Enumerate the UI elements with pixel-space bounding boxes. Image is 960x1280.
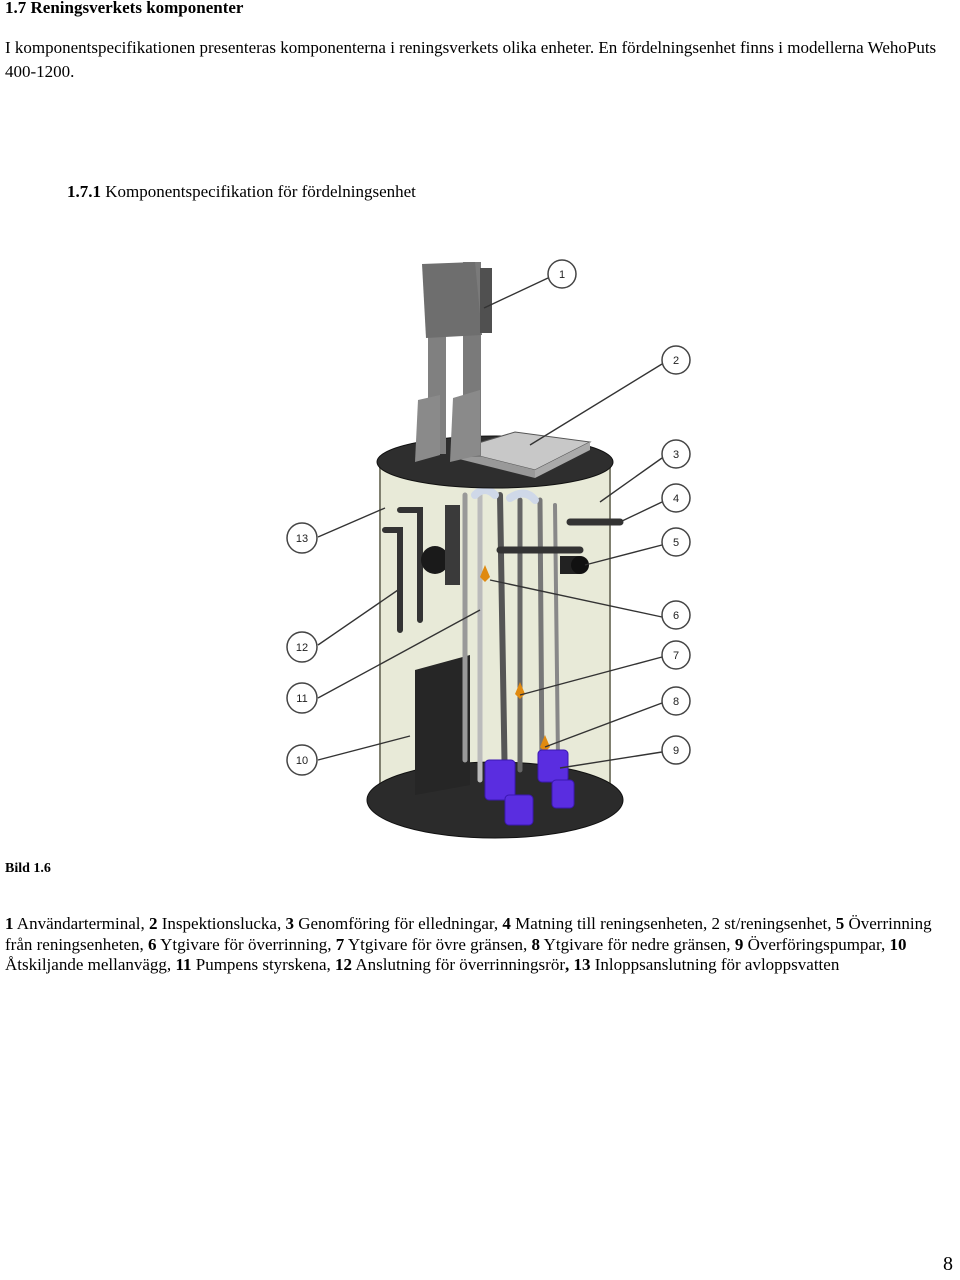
legend-number: 7 xyxy=(335,934,345,954)
legend-number: 9 xyxy=(734,934,744,954)
callout-label-3: 3 xyxy=(672,449,680,461)
callout-label-13: 13 xyxy=(295,533,309,545)
legend-number: 1 xyxy=(5,914,14,933)
subsection-title: Komponentspecifikation för fördelningsenhet xyxy=(105,182,416,201)
legend-label: Användarterminal, xyxy=(13,914,149,933)
legend-label: Ytgivare för överrinning, xyxy=(156,934,336,954)
legend-label: Inspektionslucka, xyxy=(157,914,286,933)
inlet-connection xyxy=(421,546,449,574)
legend-number: 8 xyxy=(531,934,541,954)
callout-label-6: 6 xyxy=(672,610,680,622)
figure-caption-title: Bild 1.6 xyxy=(5,861,51,876)
subsection-heading xyxy=(67,182,416,202)
legend-label: Åtskiljande mellanvägg, xyxy=(5,955,176,974)
distribution-unit-figure xyxy=(270,240,720,850)
legend-label: Anslutning för överrinningsrör xyxy=(352,955,565,974)
legend-number: 11 xyxy=(175,955,192,974)
legend-number: 6 xyxy=(148,934,157,954)
callout-label-1: 1 xyxy=(558,269,566,281)
legend-label: Matning till reningsenheten, 2 st/reningsenhet, xyxy=(510,914,836,933)
intro-paragraph: I komponentspecifikationen presenteras komponenterna i reningsverkets olika enheter. En fördelningsenhet finns i modellerna WehoPuts 400-1200. xyxy=(5,38,937,81)
legend-number: 4 xyxy=(502,914,511,933)
legend-number: 5 xyxy=(835,914,845,933)
legend-label: Genomföring för elledningar, xyxy=(293,914,503,933)
callout-label-4: 4 xyxy=(672,493,680,505)
callout-label-9: 9 xyxy=(672,745,680,757)
legend-number: 3 xyxy=(285,914,294,933)
callout-label-2: 2 xyxy=(672,355,680,367)
subsection-number: 1.7.1 xyxy=(67,182,101,201)
figure-legend xyxy=(5,914,960,976)
callout-label-8: 8 xyxy=(672,696,680,708)
legend-number: , 13 xyxy=(565,955,591,974)
legend-number: 12 xyxy=(335,955,353,974)
legend-label: Ytgivare för övre gränsen, xyxy=(344,934,532,954)
user-terminal xyxy=(415,262,492,462)
callout-label-10: 10 xyxy=(295,755,309,767)
legend-number: 2 xyxy=(149,914,158,933)
legend-label: Överrinning från reningsenheten, xyxy=(5,914,932,954)
callout-label-5: 5 xyxy=(672,537,680,549)
legend-label: Överföringspumpar, xyxy=(743,934,890,954)
legend-label: Inloppsanslutning för avloppsvatten xyxy=(590,955,840,974)
legend-label: Ytgivare för nedre gränsen, xyxy=(540,934,735,954)
legend-number: 10 xyxy=(889,934,907,954)
callout-label-12: 12 xyxy=(295,642,309,654)
callout-label-7: 7 xyxy=(672,650,680,662)
legend-label: Pumpens styrskena, xyxy=(191,955,336,974)
dividing-wall xyxy=(415,655,470,795)
section-title: 1.7 Reningsverkets komponenter xyxy=(5,0,244,17)
page-number: 8 xyxy=(943,1253,953,1275)
callout-label-11: 11 xyxy=(296,693,308,705)
